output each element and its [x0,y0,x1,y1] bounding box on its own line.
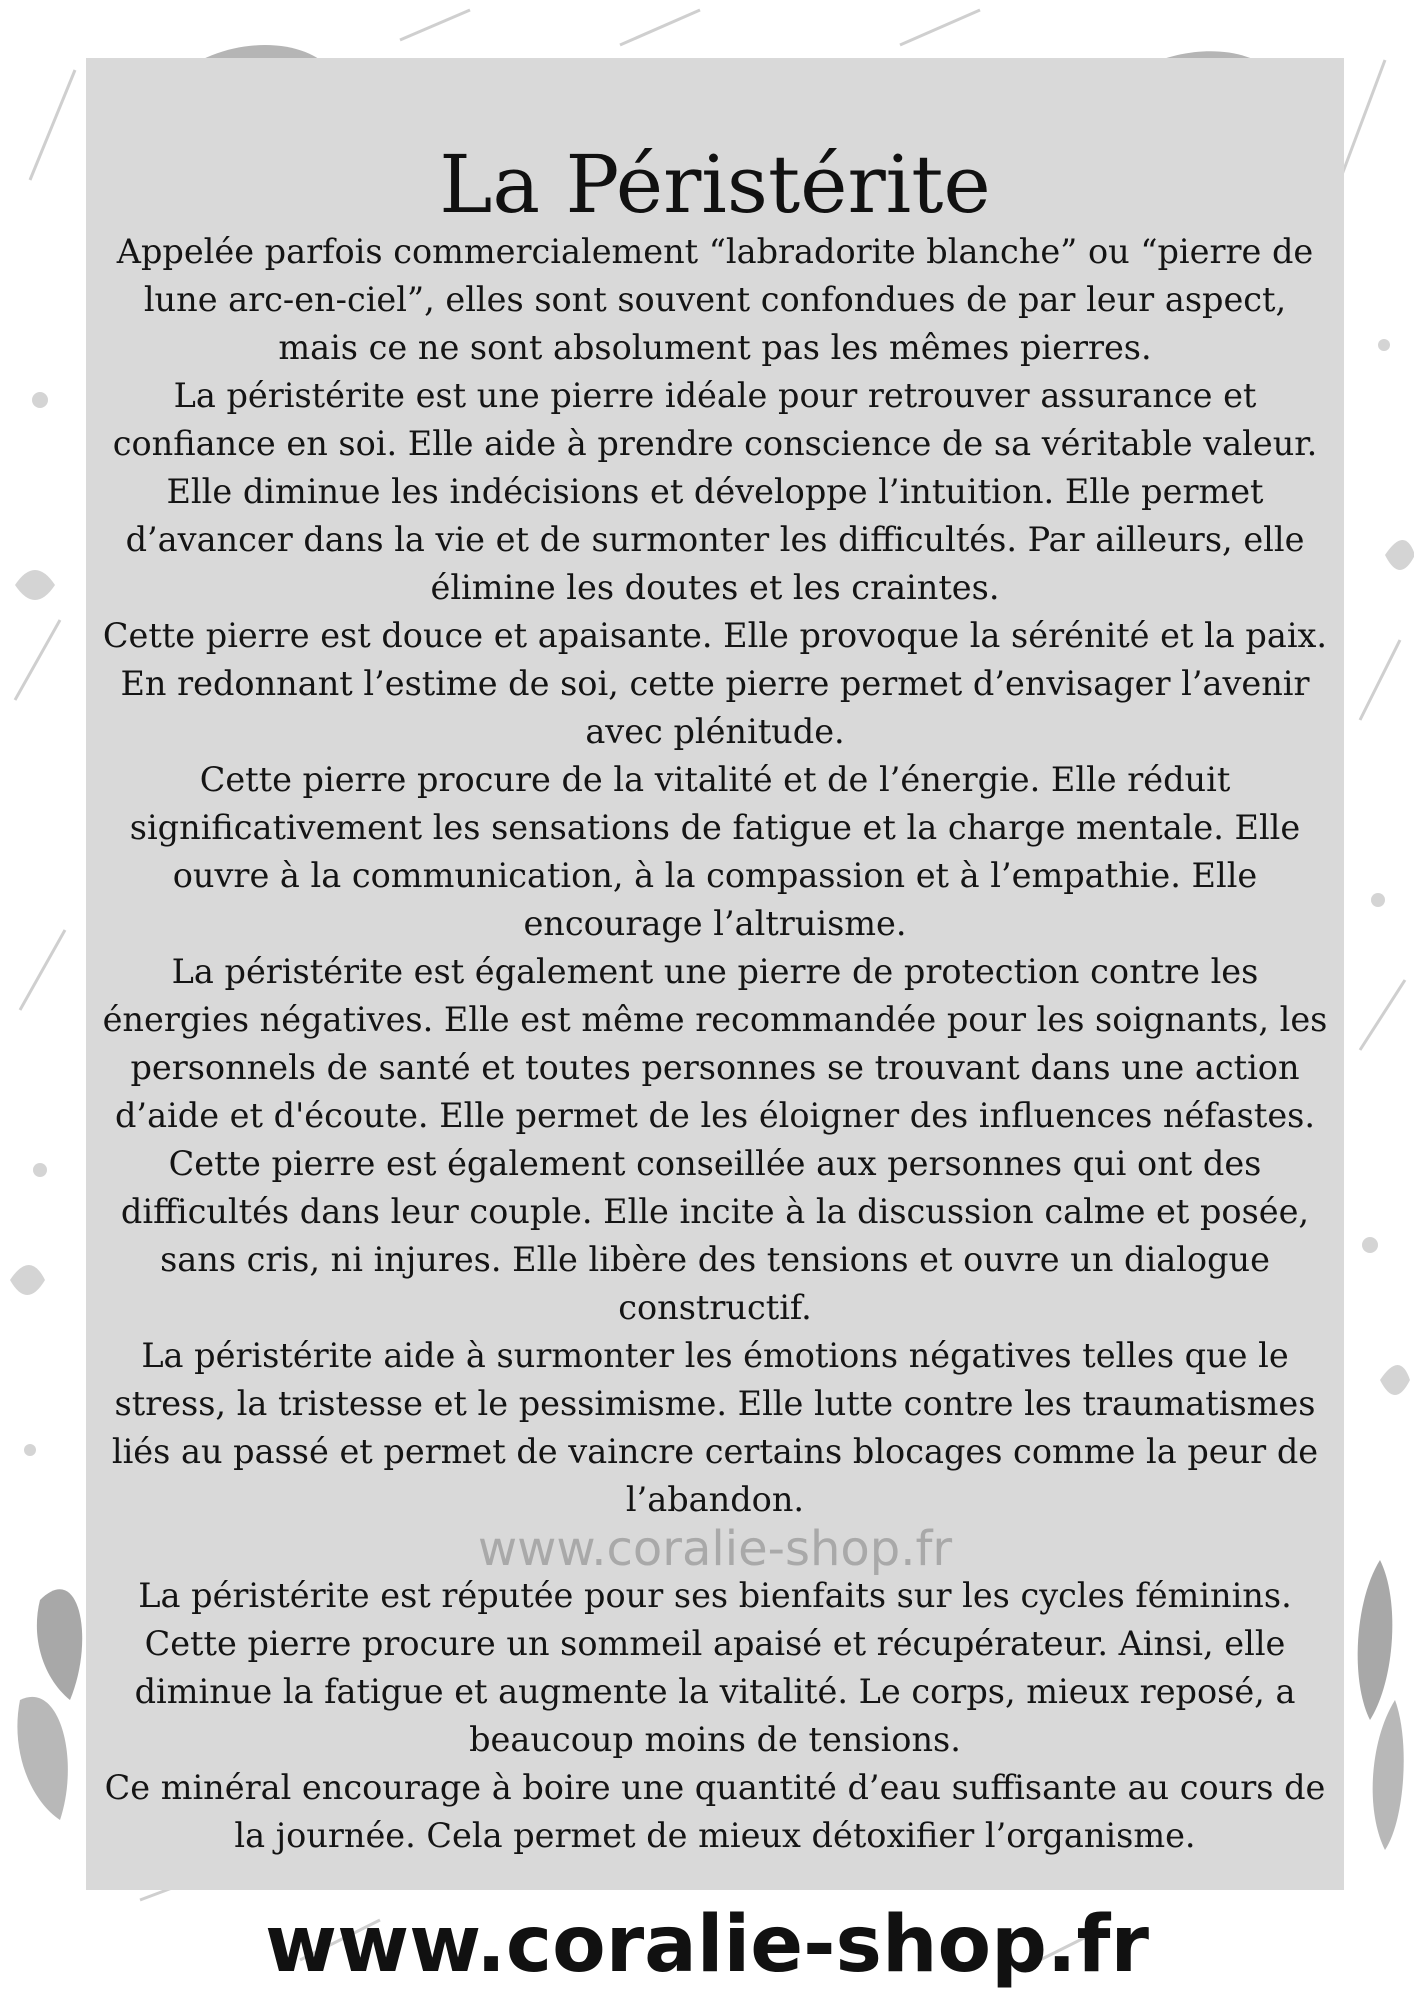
text-line: ouvre à la communication, à la compassion et à l’empathie. Elle [172,856,1258,895]
text-line: Ce minéral encourage à boire une quantité d’eau suffisante au cours de [104,1768,1326,1807]
text-line: difficultés dans leur couple. Elle incite à la discussion calme et posée, [120,1192,1310,1231]
text-line: avec plénitude. [585,712,845,751]
flower-icon [1385,540,1414,570]
leaf-icon [37,1589,82,1700]
flower-icon [10,1265,45,1295]
text-line: personnels de santé et toutes personnes se trouvant dans une action [130,1048,1300,1087]
text-line: lune arc-en-ciel”, elles sont souvent confondues de par leur aspect, [143,280,1287,319]
body-text [86,228,1344,1860]
dot-icon [1371,893,1385,907]
leaf-icon [1358,1560,1393,1720]
text-line: significativement les sensations de fatigue et la charge mentale. Elle [129,808,1301,847]
flower-icon [1380,1365,1410,1395]
dot-icon [32,392,48,408]
text-line: liés au passé et permet de vaincre certains blocages comme la peur de [111,1432,1319,1471]
text-line: d’avancer dans la vie et de surmonter les difficultés. Par ailleurs, elle [125,520,1305,559]
branch-icon [1360,980,1405,1050]
watermark-url: www.coralie-shop.fr [477,1521,953,1577]
text-line: Cette pierre est douce et apaisante. Elle provoque la sérénité et la paix. [102,616,1328,655]
footer-url: www.coralie-shop.fr [265,1900,1149,1990]
text-line: la journée. Cela permet de mieux détoxifier l’organisme. [234,1816,1196,1855]
text-line: Cette pierre est également conseillée aux personnes qui ont des [168,1144,1262,1183]
text-line: mais ce ne sont absolument pas les mêmes pierres. [278,328,1152,367]
text-line: La péristérite est une pierre idéale pour retrouver assurance et [173,376,1257,415]
branch-icon [1360,640,1400,720]
text-line: élimine les doutes et les craintes. [430,568,1000,607]
text-line: La péristérite est également une pierre de protection contre les [171,952,1259,991]
dot-icon [1362,1237,1378,1253]
text-line: constructif. [618,1288,812,1327]
branch-icon [620,10,700,45]
text-line: sans cris, ni injures. Elle libère des tensions et ouvre un dialogue [160,1240,1270,1279]
branch-icon [1340,60,1385,180]
text-line: En redonnant l’estime de soi, cette pierre permet d’envisager l’avenir [120,664,1310,703]
text-line: stress, la tristesse et le pessimisme. Elle lutte contre les traumatismes [114,1384,1316,1423]
text-line: énergies négatives. Elle est même recommandée pour les soignants, les [102,1000,1328,1039]
text-line: Cette pierre procure un sommeil apaisé et récupérateur. Ainsi, elle [144,1624,1286,1663]
leaf-icon [1373,1700,1404,1850]
dot-icon [1378,339,1390,351]
text-line: La péristérite aide à surmonter les émotions négatives telles que le [141,1336,1289,1375]
dot-icon [24,1444,36,1456]
text-line: d’aide et d'écoute. Elle permet de les éloigner des influences néfastes. [114,1096,1315,1135]
text-line: diminue la fatigue et augmente la vitalité. Le corps, mieux reposé, a [134,1672,1296,1711]
branch-icon [20,930,65,1010]
flower-icon [15,570,55,600]
leaf-icon [17,1697,67,1820]
page-title: La Péristérite [439,138,991,231]
dot-icon [33,1163,47,1177]
branch-icon [900,10,980,45]
text-line: La péristérite est réputée pour ses bienfaits sur les cycles féminins. [138,1576,1292,1615]
text-line: Cette pierre procure de la vitalité et de l’énergie. Elle réduit [199,760,1231,799]
branch-icon [400,10,470,40]
text-line: Appelée parfois commercialement “labradorite blanche” ou “pierre de [116,232,1314,271]
text-line: confiance en soi. Elle aide à prendre conscience de sa véritable valeur. [112,424,1318,463]
text-line: Elle diminue les indécisions et développe l’intuition. Elle permet [166,472,1264,511]
text-line: l’abandon. [625,1480,805,1519]
text-line: beaucoup moins de tensions. [469,1720,961,1759]
branch-icon [30,70,75,180]
branch-icon [15,620,60,700]
text-line: encourage l’altruisme. [523,904,907,943]
